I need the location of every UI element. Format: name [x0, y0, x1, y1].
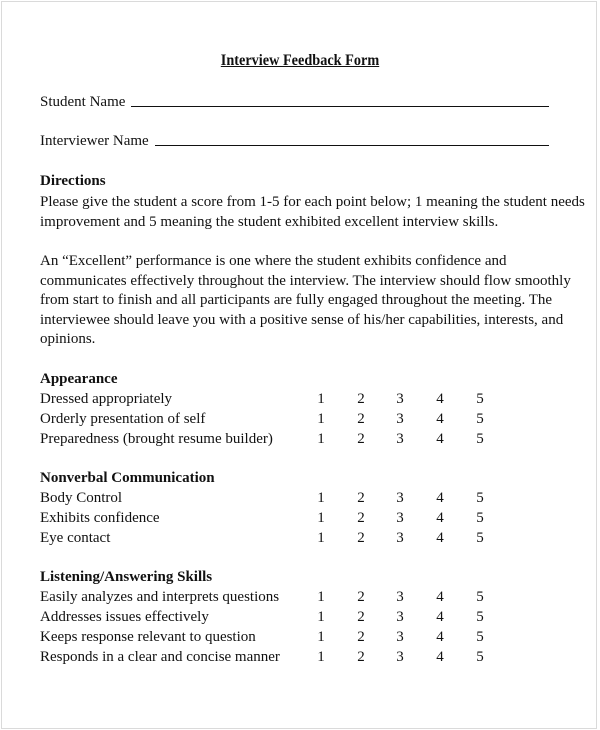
paragraph-line: Please give the student a score from 1-5 for each point below; 1 meaning the student needs [40, 194, 585, 210]
score-2: 2 [357, 411, 365, 427]
score-2: 2 [357, 589, 365, 605]
score-3: 3 [396, 609, 404, 625]
section-title-appearance: Appearance [40, 371, 118, 387]
score-5: 5 [476, 490, 484, 506]
rating-item-label: Orderly presentation of self [40, 411, 206, 427]
rating-item-label: Exhibits confidence [40, 510, 160, 526]
score-2: 2 [357, 649, 365, 665]
student-name-field [40, 94, 549, 111]
score-5: 5 [476, 510, 484, 526]
score-5: 5 [476, 391, 484, 407]
score-1: 1 [317, 629, 325, 645]
paragraph-line: communicates effectively throughout the interview. The interview should flow smoothly [40, 272, 571, 289]
score-3: 3 [396, 589, 404, 605]
rating-item-label: Eye contact [40, 530, 111, 546]
score-3: 3 [396, 510, 404, 526]
rating-row [40, 411, 500, 431]
paragraph-line: improvement and 5 meaning the student exhibited excellent interview skills. [40, 213, 499, 230]
score-1: 1 [317, 490, 325, 506]
score-4: 4 [436, 609, 444, 625]
paragraph-line: opinions. [40, 331, 96, 347]
score-2: 2 [357, 431, 365, 447]
student-name-label: Student Name [40, 94, 126, 110]
score-5: 5 [476, 649, 484, 665]
score-4: 4 [436, 589, 444, 605]
score-4: 4 [436, 629, 444, 645]
rating-row [40, 490, 500, 510]
rating-row [40, 510, 500, 530]
rating-row [40, 609, 500, 629]
score-5: 5 [476, 609, 484, 625]
score-1: 1 [317, 431, 325, 447]
score-3: 3 [396, 431, 404, 447]
directions-paragraph-1 [40, 193, 585, 232]
interviewer-name-line [155, 144, 549, 146]
rating-row [40, 589, 500, 609]
score-1: 1 [317, 609, 325, 625]
rating-row [40, 629, 500, 649]
score-4: 4 [436, 431, 444, 447]
rating-item-label: Preparedness (brought resume builder) [40, 431, 273, 447]
score-2: 2 [357, 490, 365, 506]
rating-item-label: Easily analyzes and interprets questions [40, 589, 280, 605]
score-4: 4 [436, 391, 444, 407]
score-5: 5 [476, 589, 484, 605]
score-4: 4 [436, 649, 444, 665]
score-2: 2 [357, 510, 365, 526]
score-1: 1 [317, 649, 325, 665]
score-3: 3 [396, 530, 404, 546]
score-3: 3 [396, 411, 404, 427]
rating-row [40, 391, 500, 411]
score-2: 2 [357, 391, 365, 407]
paragraph-line: from start to finish and all participants are fully engaged throughout the meeting. The [40, 292, 553, 308]
directions-paragraph-2 [40, 252, 571, 350]
paragraph-line: interviewee should leave you with a positive sense of his/her capabilities, interests, and [40, 311, 564, 328]
score-3: 3 [396, 649, 404, 665]
score-1: 1 [317, 391, 325, 407]
section-title-nonverbal: Nonverbal Communication [40, 470, 215, 486]
score-5: 5 [476, 411, 484, 427]
score-5: 5 [476, 629, 484, 645]
score-1: 1 [317, 411, 325, 427]
student-name-line [131, 105, 549, 107]
rating-row [40, 431, 500, 451]
score-2: 2 [357, 609, 365, 625]
paragraph-line: An “Excellent” performance is one where the student exhibits confidence and [40, 253, 507, 269]
score-5: 5 [476, 530, 484, 546]
rating-item-label: Addresses issues effectively [40, 609, 209, 625]
rating-row [40, 649, 500, 669]
score-1: 1 [317, 530, 325, 546]
score-3: 3 [396, 391, 404, 407]
score-5: 5 [476, 431, 484, 447]
section-title-listening: Listening/Answering Skills [40, 569, 213, 585]
rating-item-label: Keeps response relevant to question [40, 629, 256, 645]
score-4: 4 [436, 530, 444, 546]
rating-item-label: Responds in a clear and concise manner [40, 649, 280, 665]
rating-item-label: Dressed appropriately [40, 391, 173, 407]
score-4: 4 [436, 411, 444, 427]
score-3: 3 [396, 490, 404, 506]
rating-row [40, 530, 500, 550]
interviewer-name-field [40, 133, 549, 150]
rating-item-label: Body Control [40, 490, 123, 506]
score-1: 1 [317, 510, 325, 526]
score-2: 2 [357, 530, 365, 546]
directions-heading: Directions [40, 173, 106, 189]
score-3: 3 [396, 629, 404, 645]
form-title: Interview Feedback Form [220, 52, 380, 69]
interviewer-name-label: Interviewer Name [40, 133, 149, 149]
score-1: 1 [317, 589, 325, 605]
score-4: 4 [436, 490, 444, 506]
score-2: 2 [357, 629, 365, 645]
score-4: 4 [436, 510, 444, 526]
